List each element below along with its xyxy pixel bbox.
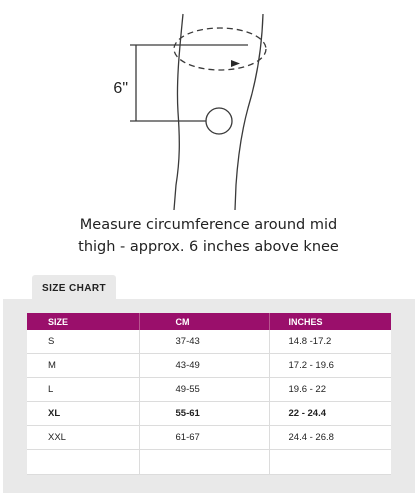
- empty-cell: [269, 450, 391, 475]
- size-chart-tab: SIZE CHART: [32, 275, 116, 300]
- inches-cell: 19.6 - 22: [269, 378, 391, 402]
- caption-line-2: thigh - approx. 6 inches above knee: [78, 239, 339, 255]
- caption-line-1: Measure circumference around mid: [79, 217, 338, 233]
- header-inches: INCHES: [269, 313, 391, 330]
- cm-cell: 49-55: [139, 378, 269, 402]
- thigh-circumference-ellipse: [174, 28, 266, 70]
- size-cell: M: [27, 354, 139, 378]
- cm-cell: 55-61: [139, 402, 269, 426]
- inches-cell: 22 - 24.4: [269, 402, 391, 426]
- table-row: [27, 354, 391, 378]
- table-row: [27, 426, 391, 450]
- header-size: SIZE: [27, 313, 139, 330]
- table-row: [27, 330, 391, 354]
- inches-cell: 17.2 - 19.6: [269, 354, 391, 378]
- table-row: [27, 402, 391, 426]
- knee-circle: [206, 108, 232, 134]
- empty-cell: [27, 450, 139, 475]
- arrow-icon: [231, 60, 240, 67]
- empty-cell: [139, 450, 269, 475]
- cm-cell: 37-43: [139, 330, 269, 354]
- size-chart-table: [27, 313, 391, 475]
- size-cell: S: [27, 330, 139, 354]
- header-cm: CM: [139, 313, 269, 330]
- table-header-row: [27, 313, 391, 330]
- size-cell: XXL: [27, 426, 139, 450]
- size-cell: XL: [27, 402, 139, 426]
- cm-cell: 43-49: [139, 354, 269, 378]
- inches-cell: 24.4 - 26.8: [269, 426, 391, 450]
- leg-outline-right: [235, 14, 263, 210]
- table-row-empty: [27, 450, 391, 475]
- measure-label: 6": [113, 80, 128, 97]
- inches-cell: 14.8 -17.2: [269, 330, 391, 354]
- cm-cell: 61-67: [139, 426, 269, 450]
- leg-measurement-diagram: [0, 0, 417, 210]
- table-row: [27, 378, 391, 402]
- size-cell: L: [27, 378, 139, 402]
